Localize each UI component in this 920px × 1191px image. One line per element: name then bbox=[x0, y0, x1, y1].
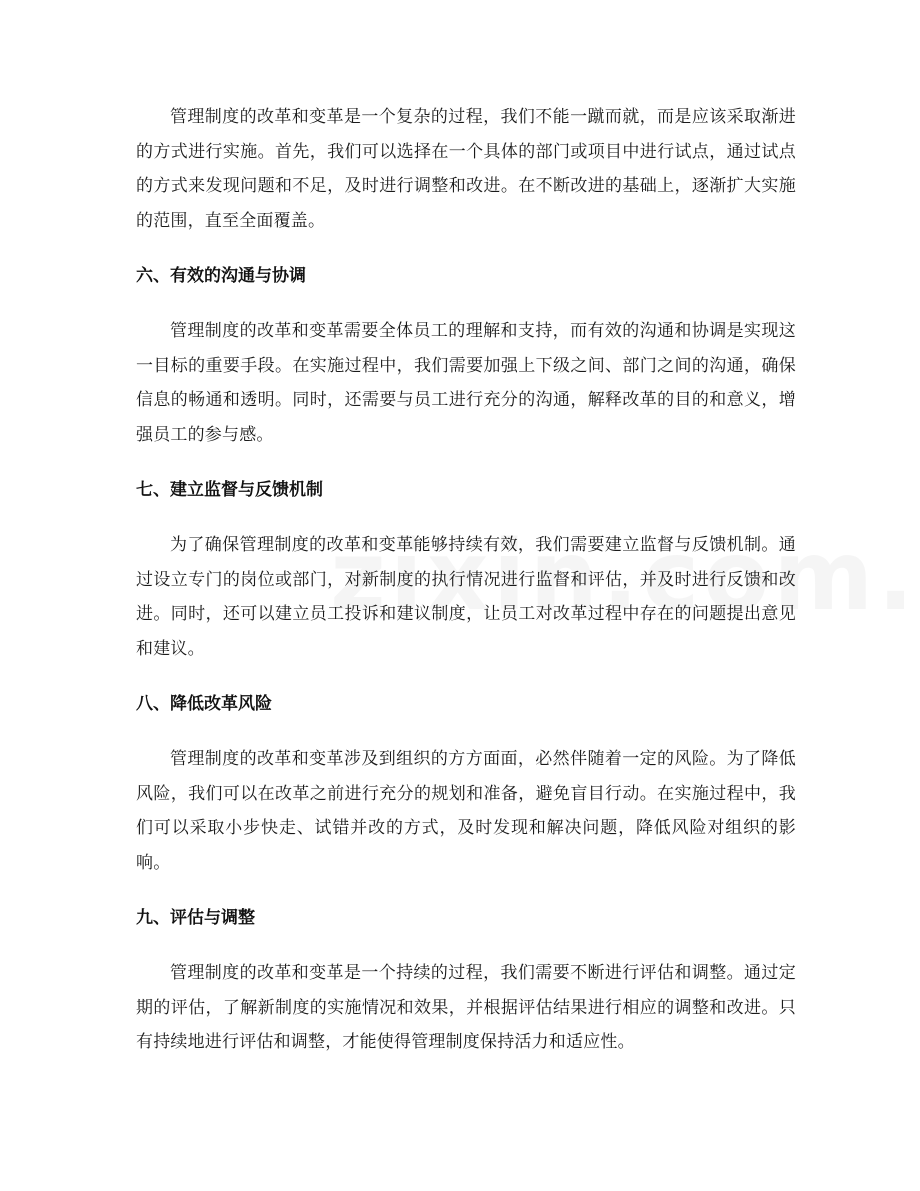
intro-paragraph: 管理制度的改革和变革是一个复杂的过程，我们不能一蹴而就，而是应该采取渐进的方式进行实施。首先，我们可以选择在一个具体的部门或项目中进行试点，通过试点的方式来发现问题和不足，及时进行调整和改进。在不断改进的基础上，逐渐扩大实施的范围，直至全面覆盖。 bbox=[136, 107, 796, 231]
section-paragraph-8: 管理制度的改革和变革涉及到组织的方方面面，必然伴随着一定的风险。为了降低风险，我们可以在改革之前进行充分的规划和准备，避免盲目行动。在实施过程中，我们可以采取小步快走、试错并改的方式，及时发现和解决问题，降低风险对组织的影响。 bbox=[136, 749, 796, 873]
section-paragraph-7: 为了确保管理制度的改革和变革能够持续有效，我们需要建立监督与反馈机制。通过设立专门的岗位或部门，对新制度的执行情况进行监督和评估，并及时进行反馈和改进。同时，还可以建立员工投诉和建议制度，让员工对改革过程中存在的问题提出意见和建议。 bbox=[136, 535, 796, 659]
section-heading-9: 九、评估与调整 bbox=[136, 908, 255, 928]
section-heading-7: 七、建立监督与反馈机制 bbox=[136, 480, 323, 500]
section-paragraph-9: 管理制度的改革和变革是一个持续的过程，我们需要不断进行评估和调整。通过定期的评估，了解新制度的实施情况和效果，并根据评估结果进行相应的调整和改进。只有持续地进行评估和调整，才能使得管理制度保持活力和适应性。 bbox=[136, 963, 796, 1052]
section-heading-6: 六、有效的沟通与协调 bbox=[136, 266, 306, 286]
section-heading-8: 八、降低改革风险 bbox=[136, 694, 272, 714]
document-body bbox=[136, 100, 796, 1060]
section-paragraph-6: 管理制度的改革和变革需要全体员工的理解和支持，而有效的沟通和协调是实现这一目标的重要手段。在实施过程中，我们需要加强上下级之间、部门之间的沟通，确保信息的畅通和透明。同时，还需要与员工进行充分的沟通，解释改革的目的和意义，增强员工的参与感。 bbox=[136, 321, 796, 445]
